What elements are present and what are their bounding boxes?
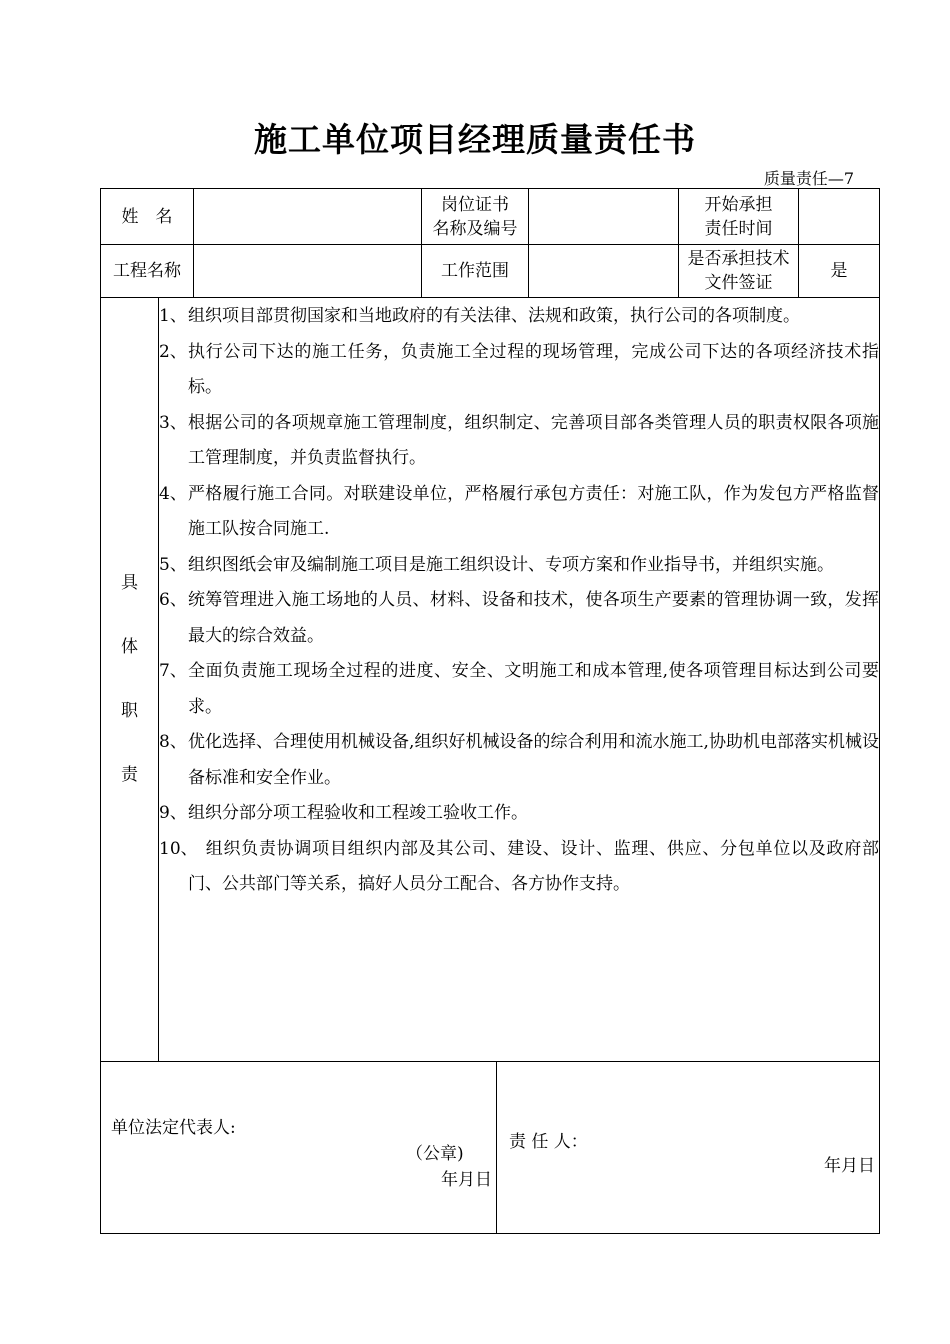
name-field[interactable] xyxy=(194,189,421,244)
duty-number: 9、 xyxy=(159,803,187,823)
duty-text: 组织分部分项工程验收和工程竣工验收工作。 xyxy=(188,803,528,823)
project-name-label: 工程名称 xyxy=(113,261,181,281)
responsible-person-label: 责 任 人： xyxy=(509,1132,588,1152)
duties-list xyxy=(159,299,879,903)
duty-text: 严格履行施工合同。对联建设单位，严格履行承包方责任：对施工队，作为发包方严格监督施工队按合同施工. xyxy=(188,483,879,539)
duty-text: 组织图纸会审及编制施工项目是施工组织设计、专项方案和作业指导书，并组织实施。 xyxy=(188,554,834,575)
tech-sign-label xyxy=(679,245,798,297)
seal-label: （公章) xyxy=(406,1144,464,1164)
scope-field[interactable] xyxy=(529,245,678,297)
scope-label: 工作范围 xyxy=(441,261,509,281)
cert-label-line2: 名称及编号 xyxy=(432,218,518,239)
duty-item xyxy=(159,548,879,584)
duty-item xyxy=(159,796,879,832)
project-name-field[interactable] xyxy=(194,245,421,297)
duty-item xyxy=(159,725,879,796)
duties-label-char: 责 xyxy=(121,764,138,785)
duty-number: 1、 xyxy=(159,306,187,326)
responsibility-form xyxy=(100,188,880,1234)
responsible-date: 年月日 xyxy=(824,1156,875,1176)
duty-number: 8、 xyxy=(159,732,187,752)
duties-label xyxy=(101,297,158,1060)
duty-number: 4、 xyxy=(159,483,187,504)
start-label-line2: 责任时间 xyxy=(704,218,773,239)
duty-item xyxy=(159,477,879,548)
duty-text: 统筹管理进入施工场地的人员、材料、设备和技术，使各项生产要素的管理协调一致，发挥最大的综合效益。 xyxy=(188,590,879,646)
document-number: 质量责任—7 xyxy=(763,169,854,188)
cert-label-line1: 岗位证书 xyxy=(441,194,509,215)
duty-item xyxy=(159,832,879,903)
duty-number: 2、 xyxy=(159,341,187,362)
column-divider xyxy=(496,1061,497,1234)
duty-item xyxy=(159,583,879,654)
duty-item xyxy=(159,335,879,406)
row-divider xyxy=(101,297,879,298)
duty-number: 3、 xyxy=(159,412,187,433)
name-label: 姓 名 xyxy=(121,206,173,227)
duty-text: 全面负责施工现场全过程的进度、安全、文明施工和成本管理,使各项管理目标达到公司要求。 xyxy=(188,661,879,717)
start-time-field[interactable] xyxy=(799,189,879,244)
duty-number: 6、 xyxy=(159,590,187,610)
legal-representative-label: 单位法定代表人: xyxy=(111,1118,236,1138)
duty-number: 10、 xyxy=(159,838,198,859)
document-title: 施工单位项目经理质量责任书 xyxy=(254,120,696,159)
cert-field[interactable] xyxy=(529,189,678,244)
cert-label xyxy=(422,189,528,244)
duty-number: 7、 xyxy=(159,661,187,681)
duties-label-char: 体 xyxy=(121,636,138,657)
duty-text: 组织负责协调项目组织内部及其公司、建设、设计、监理、供应、分包单位以及政府部门、公共部门等关系，搞好人员分工配合、各方协作支持。 xyxy=(188,838,879,894)
duty-text: 组织项目部贯彻国家和当地政府的有关法律、法规和政策，执行公司的各项制度。 xyxy=(188,306,800,326)
tech-label-line1: 是否承担技术 xyxy=(687,249,790,269)
duty-number: 5、 xyxy=(159,554,187,575)
duty-text: 根据公司的各项规章施工管理制度，组织制定、完善项目部各类管理人员的职责权限各项施工管理制度，并负责监督执行。 xyxy=(188,412,879,468)
legal-rep-date: 年月日 xyxy=(441,1170,492,1190)
duties-label-char: 具 xyxy=(121,572,138,593)
tech-sign-value: 是 xyxy=(830,261,848,281)
tech-label-line2: 文件签证 xyxy=(704,273,773,293)
duties-label-char: 职 xyxy=(121,700,138,721)
duty-item xyxy=(159,654,879,725)
start-time-label xyxy=(679,189,798,244)
row-divider xyxy=(101,1061,879,1062)
duty-item xyxy=(159,299,879,335)
duty-text: 执行公司下达的施工任务，负责施工全过程的现场管理，完成公司下达的各项经济技术指标。 xyxy=(188,341,879,397)
duty-text: 优化选择、合理使用机械设备,组织好机械设备的综合利用和流水施工,协助机电部落实机械设备标准和安全作业。 xyxy=(188,732,879,788)
start-label-line1: 开始承担 xyxy=(704,194,773,215)
duty-item xyxy=(159,406,879,477)
